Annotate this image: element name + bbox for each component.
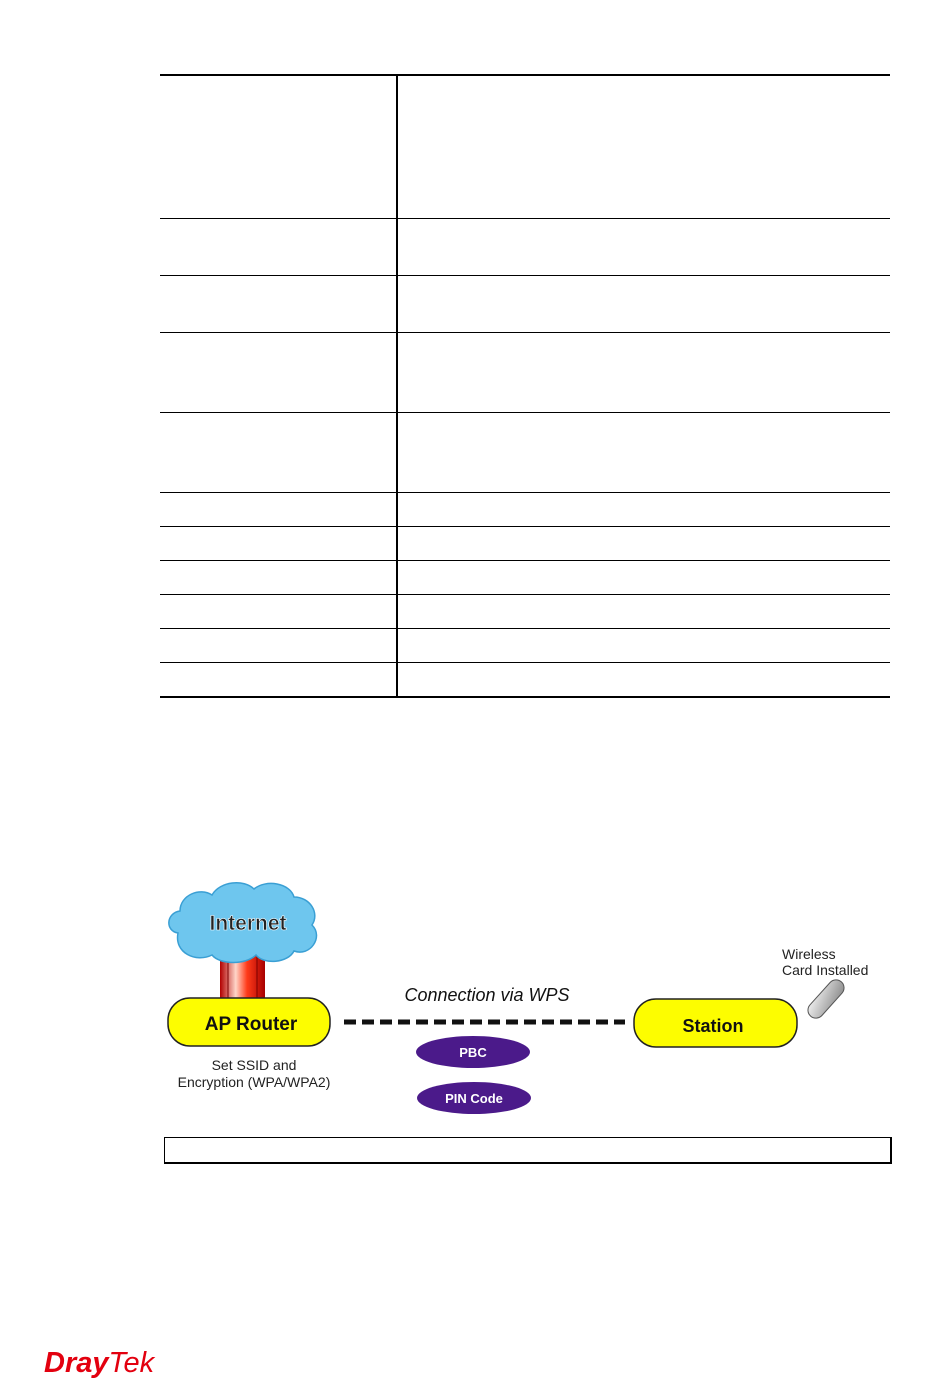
table-cell-label — [160, 493, 398, 526]
ap-router-note-line1: Set SSID and — [211, 1057, 297, 1073]
internet-label: Internet — [209, 912, 287, 935]
table-row — [160, 219, 890, 276]
table-row — [160, 595, 890, 629]
logo-text-dray: Dray — [44, 1347, 109, 1379]
table-cell-label — [160, 663, 398, 696]
table-cell-description — [398, 219, 890, 275]
table-cell-description — [398, 276, 890, 332]
table-cell-description — [398, 561, 890, 594]
table-cell-label — [160, 413, 398, 492]
table-cell-label — [160, 333, 398, 412]
wps-diagram — [160, 875, 895, 1130]
connection-label: Connection via WPS — [404, 985, 570, 1005]
table-cell-description — [398, 527, 890, 560]
table-cell-label — [160, 629, 398, 662]
table-row — [160, 76, 890, 219]
table-row — [160, 493, 890, 527]
svg-text:DrayTek — [44, 1347, 156, 1379]
table-cell-description — [398, 76, 890, 218]
table-row — [160, 333, 890, 413]
table-cell-label — [160, 527, 398, 560]
table-cell-description — [398, 493, 890, 526]
table-row — [160, 413, 890, 493]
parameter-table — [160, 74, 890, 698]
pin-code-label: PIN Code — [445, 1091, 503, 1106]
figure-caption-box — [164, 1137, 892, 1164]
table-row — [160, 663, 890, 696]
table-cell-description — [398, 333, 890, 412]
table-cell-label — [160, 76, 398, 218]
table-cell-label — [160, 276, 398, 332]
wireless-antenna-icon — [805, 977, 848, 1022]
table-cell-label — [160, 595, 398, 628]
table-row — [160, 527, 890, 561]
table-cell-label — [160, 561, 398, 594]
wireless-note-line1: Wireless — [782, 946, 836, 962]
table-cell-label — [160, 219, 398, 275]
table-cell-description — [398, 595, 890, 628]
station-label: Station — [682, 1016, 744, 1036]
table-cell-description — [398, 413, 890, 492]
table-row — [160, 276, 890, 333]
draytek-logo — [44, 1343, 174, 1379]
ap-router-note-line2: Encryption (WPA/WPA2) — [177, 1074, 331, 1090]
table-row — [160, 629, 890, 663]
pbc-label: PBC — [459, 1045, 487, 1060]
wireless-note-line2: Card Installed — [782, 962, 869, 978]
table-row — [160, 561, 890, 595]
ap-router-label: AP Router — [204, 1014, 298, 1035]
table-cell-description — [398, 663, 890, 696]
logo-text-tek: Tek — [108, 1347, 155, 1379]
table-cell-description — [398, 629, 890, 662]
